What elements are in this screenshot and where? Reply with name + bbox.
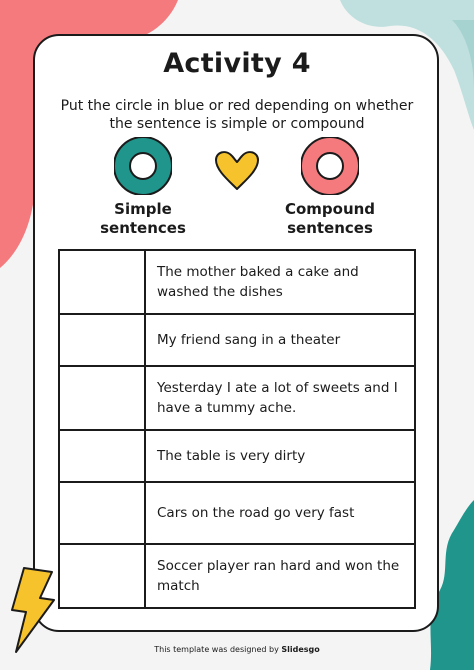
sentence-cell: Soccer player ran hard and won the match [145, 544, 415, 608]
sentence-table [58, 249, 416, 609]
answer-cell[interactable] [59, 482, 145, 544]
compound-label-line1: Compound [284, 200, 376, 218]
table-row [59, 482, 415, 544]
sentence-cell: The table is very dirty [145, 430, 415, 482]
lightning-bolt-icon [6, 566, 58, 654]
pink-ring-icon [301, 137, 359, 195]
answer-cell[interactable] [59, 250, 145, 314]
answer-cell[interactable] [59, 544, 145, 608]
sentence-cell: Cars on the road go very fast [145, 482, 415, 544]
compound-sentences-label [270, 200, 390, 238]
answer-cell[interactable] [59, 430, 145, 482]
table-row [59, 430, 415, 482]
answer-cell[interactable] [59, 366, 145, 430]
footer-brand[interactable]: Slidesgo [281, 645, 320, 654]
sentence-cell: The mother baked a cake and washed the dishes [145, 250, 415, 314]
activity-title: Activity 4 [163, 48, 311, 79]
footer-text: This template was designed by [154, 645, 282, 654]
sentence-cell: My friend sang in a theater [145, 314, 415, 366]
heart-icon [212, 150, 262, 192]
instruction-text: Put the circle in blue or red depending on whether the sentence is simple or compound [60, 98, 414, 132]
footer-credit [0, 645, 474, 654]
sentence-cell: Yesterday I ate a lot of sweets and I have a tummy ache. [145, 366, 415, 430]
answer-cell[interactable] [59, 314, 145, 366]
simple-sentences-label [88, 200, 198, 238]
table-row [59, 544, 415, 608]
compound-label-line2: sentences [287, 219, 373, 237]
table-row [59, 314, 415, 366]
simple-label-line1: Simple [114, 200, 172, 218]
table-row [59, 366, 415, 430]
table-row [59, 250, 415, 314]
simple-label-line2: sentences [100, 219, 186, 237]
teal-ring-icon [114, 137, 172, 195]
